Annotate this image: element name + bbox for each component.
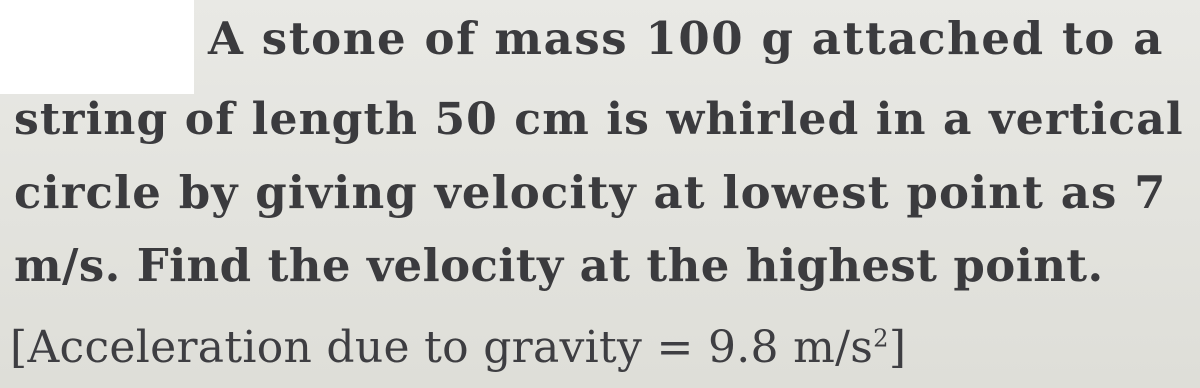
question-line-3: circle by giving velocity at lowest point as 7: [14, 166, 1167, 219]
question-line-2: string of length 50 cm is whirled in a vertical: [14, 94, 1184, 145]
question-line-1: A stone of mass 100 g attached to a: [208, 12, 1164, 65]
gravity-note: [10, 322, 907, 373]
gravity-note-text: [Acceleration due to gravity = 9.8 m/s: [10, 322, 874, 373]
gravity-note-closing-bracket: ]: [888, 322, 907, 373]
redaction-block: [0, 0, 194, 94]
gravity-note-superscript: 2: [873, 324, 889, 353]
question-line-4: m/s. Find the velocity at the highest point.: [14, 239, 1104, 292]
